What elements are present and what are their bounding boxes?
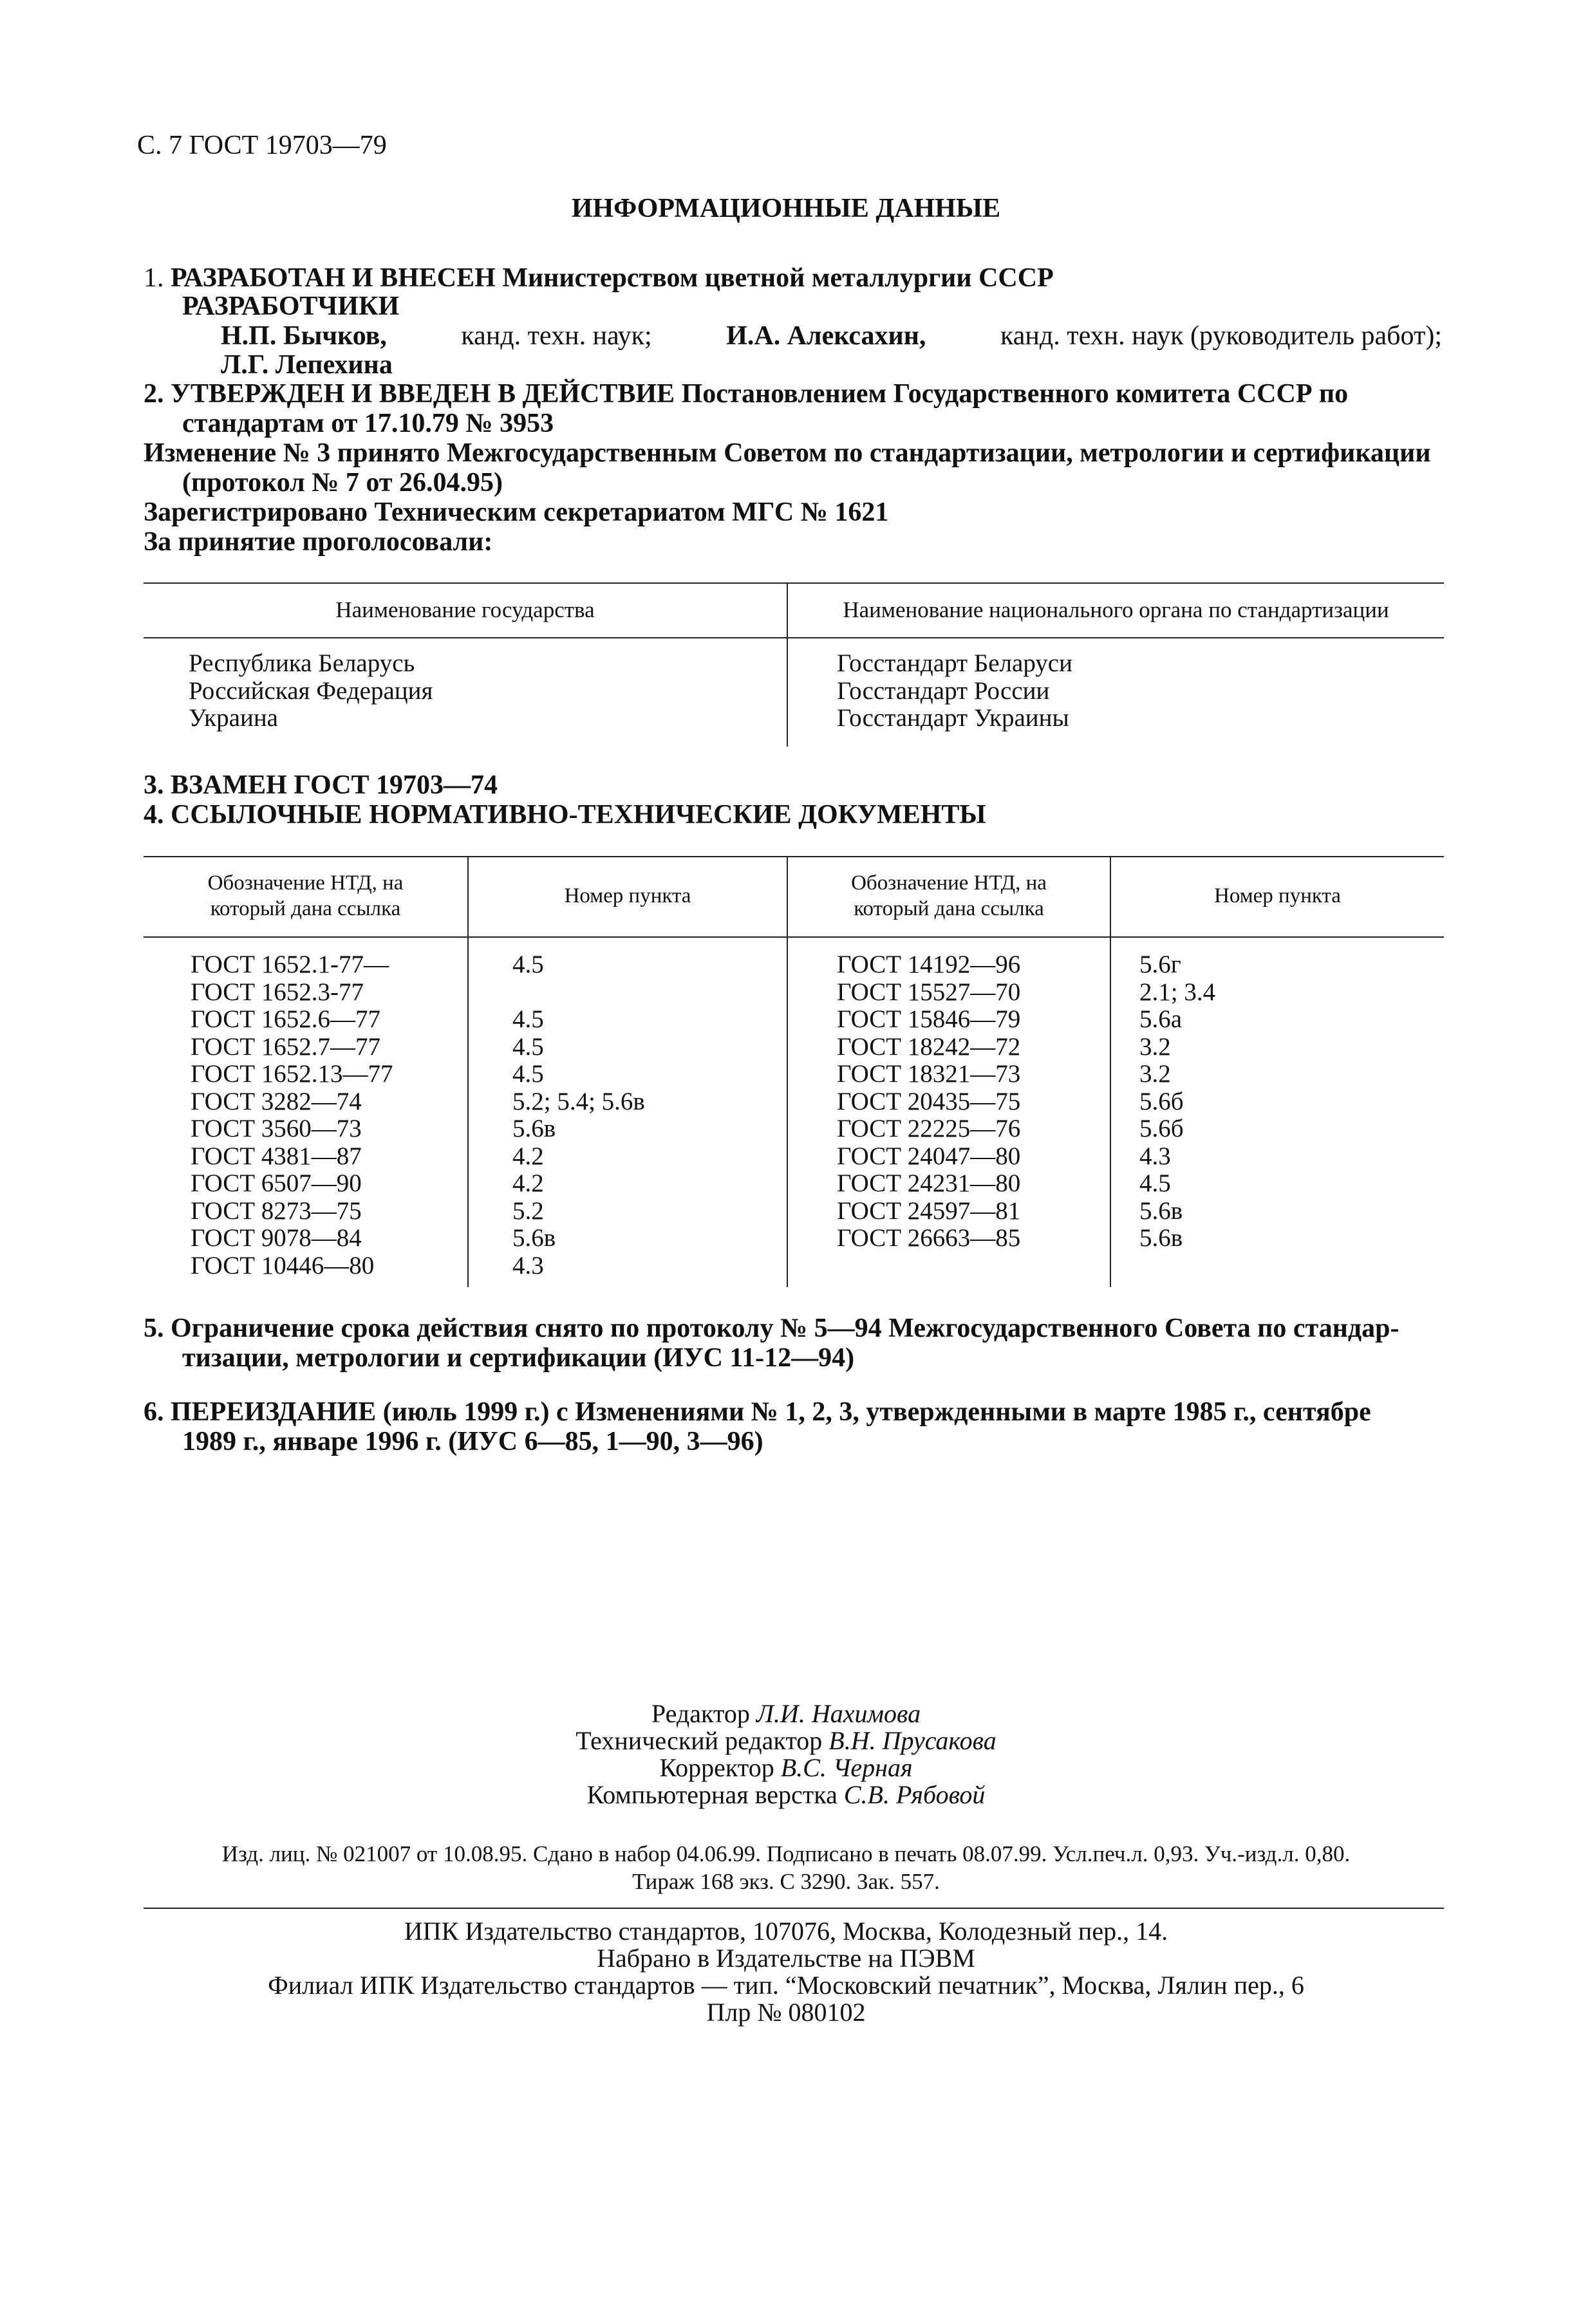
doc-ref: ГОСТ 10446—80 [191, 1251, 375, 1279]
section-number: 5. [144, 1314, 164, 1343]
doc-ref: ГОСТ 3560—73 [191, 1115, 362, 1142]
table-header: Номер пункта [1214, 884, 1341, 907]
item-ref: 5.2; 5.4; 5.6в [512, 1087, 645, 1115]
doc-ref: ГОСТ 24231—80 [837, 1169, 1021, 1197]
body-name: Госстандарт Украины [837, 704, 1069, 732]
publisher-line3: Филиал ИПК Издательство стандартов — тип. “Московский печатник”, Москва, Лялин пер., 6 [268, 1971, 1304, 2000]
section-6 [144, 1397, 1371, 1427]
section-5-line2: тизации, метрологии и сертификации (ИУС 11-12—94) [182, 1343, 855, 1373]
developer-name: Л.Г. Лепехина [221, 350, 393, 380]
header-line: который дана ссылка [210, 897, 401, 920]
item-ref [512, 979, 645, 1007]
doc-ref: ГОСТ 1652.13—77 [191, 1060, 393, 1088]
ref-items-right [1139, 951, 1215, 1252]
state-name: Республика Беларусь [189, 649, 415, 677]
credit-editor [0, 1699, 1572, 1729]
credit-tech-editor [0, 1726, 1572, 1756]
developer-degree: канд. техн. наук; [461, 321, 652, 351]
table-header: Наименование государства [335, 597, 595, 622]
developers-line [221, 321, 1442, 351]
credit-person: Л.И. Нахимова [756, 1699, 921, 1728]
section-lead: РАЗРАБОТАН И ВНЕСЕН [171, 263, 496, 293]
item-ref: 5.6б [1139, 1087, 1184, 1115]
item-ref: 4.2 [512, 1169, 544, 1197]
header-line: Обозначение НТД, на [207, 871, 404, 895]
section-lead: УТВЕРЖДЕН И ВВЕДЕН В ДЕЙСТВИЕ [171, 379, 675, 409]
state-name: Украина [189, 704, 278, 732]
section-number: 6. [144, 1397, 164, 1427]
state-list [189, 650, 433, 732]
credit-layout [0, 1780, 1572, 1810]
credit-person: В.С. Черная [780, 1753, 913, 1782]
section-4: 4. ССЫЛОЧНЫЕ НОРМАТИВНО-ТЕХНИЧЕСКИЕ ДОКУМЕНТЫ [144, 800, 986, 830]
credit-role: Корректор [659, 1753, 781, 1782]
credit-corrector [0, 1753, 1572, 1783]
section-2 [144, 378, 1348, 409]
doc-ref: ГОСТ 22225—76 [837, 1115, 1021, 1142]
item-ref: 4.5 [512, 1005, 544, 1033]
publisher-line2: Набрано в Издательстве на ПЭВМ [597, 1944, 975, 1973]
doc-ref: ГОСТ 18321—73 [837, 1060, 1021, 1088]
section-text: Министерством цветной металлургии СССР [495, 263, 1054, 293]
page-title: ИНФОРМАЦИОННЫЕ ДАННЫЕ [571, 194, 1001, 223]
item-ref: 5.2 [512, 1196, 544, 1225]
item-ref: 5.6в [512, 1115, 556, 1142]
item-ref: 4.2 [512, 1142, 544, 1170]
developers-label: РАЗРАБОТЧИКИ [182, 292, 400, 321]
developer-name: И.А. Алексахин, [726, 321, 926, 351]
item-ref: 3.2 [1139, 1060, 1171, 1088]
doc-ref: ГОСТ 24047—80 [837, 1142, 1021, 1170]
doc-ref: ГОСТ 24597—81 [837, 1196, 1021, 1225]
doc-ref: ГОСТ 8273—75 [191, 1196, 362, 1225]
item-ref: 5.6в [1139, 1224, 1183, 1252]
credit-person: С.В. Рябовой [843, 1780, 986, 1809]
section-text: Постановлением Государственного комитета СССР по [675, 379, 1349, 409]
doc-ref: ГОСТ 18242—72 [837, 1032, 1021, 1061]
item-ref: 5.6а [1139, 1005, 1183, 1033]
doc-ref: ГОСТ 15846—79 [837, 1005, 1021, 1033]
imprint-line2: Тираж 168 экз. С 3290. Зак. 557. [632, 1869, 940, 1894]
section-2-line2: стандартам от 17.10.79 № 3953 [182, 409, 554, 438]
registered-line: Зарегистрировано Техническим секретариатом МГС № 1621 [144, 497, 889, 527]
item-ref: 4.3 [1139, 1142, 1171, 1170]
item-ref: 4.5 [512, 1060, 544, 1088]
divider [144, 1908, 1444, 1909]
item-ref: 4.5 [512, 951, 544, 978]
ref-items-left [512, 951, 645, 1279]
section-text: ПЕРЕИЗДАНИЕ (июль 1999 г.) с Изменениями № 1, 2, 3, утвержденными в марте 1985 г., сентябре [171, 1397, 1371, 1427]
section-6-line2: 1989 г., январе 1996 г. (ИУС 6—85, 1—90, 3—96) [182, 1427, 763, 1456]
voted-line: За принятие проголосовали: [144, 527, 493, 557]
credit-role: Компьютерная верстка [586, 1780, 844, 1809]
header-line: который дана ссылка [854, 897, 1044, 920]
table-header [788, 870, 1110, 922]
item-ref: 5.6в [1139, 1196, 1183, 1225]
section-number: 1. [144, 263, 164, 293]
doc-ref: ГОСТ 14192—96 [837, 951, 1021, 978]
doc-ref: ГОСТ 9078—84 [191, 1224, 362, 1252]
change-line1: Изменение № 3 принято Межгосударственным Советом по стандартизации, метрологии и сертификации [144, 438, 1431, 468]
item-ref: 2.1; 3.4 [1139, 978, 1216, 1006]
state-name: Российская Федерация [189, 676, 433, 705]
doc-ref: ГОСТ 26663—85 [837, 1224, 1021, 1252]
item-ref: 5.6г [1139, 951, 1181, 978]
item-ref: 5.6в [512, 1224, 556, 1252]
table-header: Номер пункта [564, 884, 691, 907]
section-5 [144, 1313, 1399, 1344]
ref-docs-right [837, 951, 1020, 1252]
body-name: Госстандарт Беларуси [837, 649, 1072, 677]
change-line2: (протокол № 7 от 26.04.95) [182, 468, 503, 497]
imprint-line1: Изд. лиц. № 021007 от 10.08.95. Сдано в набор 04.06.99. Подписано в печать 08.07.99. Усл.печ.л. 0,93. Уч.-изд.л. 0,80. [221, 1841, 1351, 1866]
publisher-line4: Плр № 080102 [706, 1998, 866, 2027]
doc-ref: ГОСТ 15527—70 [837, 978, 1021, 1006]
body-name: Госстандарт России [837, 676, 1050, 705]
doc-ref: ГОСТ 1652.1-77— [191, 951, 389, 978]
publisher-line1: ИПК Издательство стандартов, 107076, Москва, Колодезный пер., 14. [404, 1917, 1168, 1946]
section-3: 3. ВЗАМЕН ГОСТ 19703—74 [144, 770, 498, 800]
developer-name: Н.П. Бычков, [221, 321, 387, 351]
header-line: Обозначение НТД, на [851, 871, 1047, 895]
doc-ref: ГОСТ 20435—75 [837, 1087, 1021, 1115]
credit-role: Редактор [651, 1699, 756, 1728]
section-number: 2. [144, 379, 164, 409]
doc-ref: ГОСТ 6507—90 [191, 1169, 362, 1197]
developer-degree: канд. техн. наук (руководитель работ); [1000, 321, 1442, 351]
doc-ref: ГОСТ 1652.6—77 [191, 1005, 381, 1033]
credit-role: Технический редактор [575, 1726, 829, 1755]
page-header: С. 7 ГОСТ 19703—79 [137, 131, 387, 160]
credit-person: В.Н. Прусакова [828, 1726, 997, 1755]
doc-ref: ГОСТ 4381—87 [191, 1142, 362, 1170]
item-ref: 3.2 [1139, 1032, 1171, 1061]
body-list [837, 650, 1072, 732]
doc-ref: ГОСТ 1652.7—77 [191, 1032, 381, 1061]
doc-ref: ГОСТ 3282—74 [191, 1087, 362, 1115]
table-header: Наименование национального органа по стандартизации [843, 597, 1389, 622]
item-ref: 4.5 [512, 1032, 544, 1061]
table-header [144, 870, 467, 922]
ref-docs-left [191, 951, 393, 1279]
item-ref: 4.3 [512, 1251, 544, 1279]
section-text: Ограничение срока действия снято по протоколу № 5—94 Межгосударственного Совета по стандар- [171, 1314, 1399, 1343]
section-1 [144, 263, 1054, 293]
item-ref: 4.5 [1139, 1169, 1171, 1197]
item-ref: 5.6б [1139, 1115, 1184, 1142]
doc-ref: ГОСТ 1652.3-77 [191, 978, 364, 1006]
